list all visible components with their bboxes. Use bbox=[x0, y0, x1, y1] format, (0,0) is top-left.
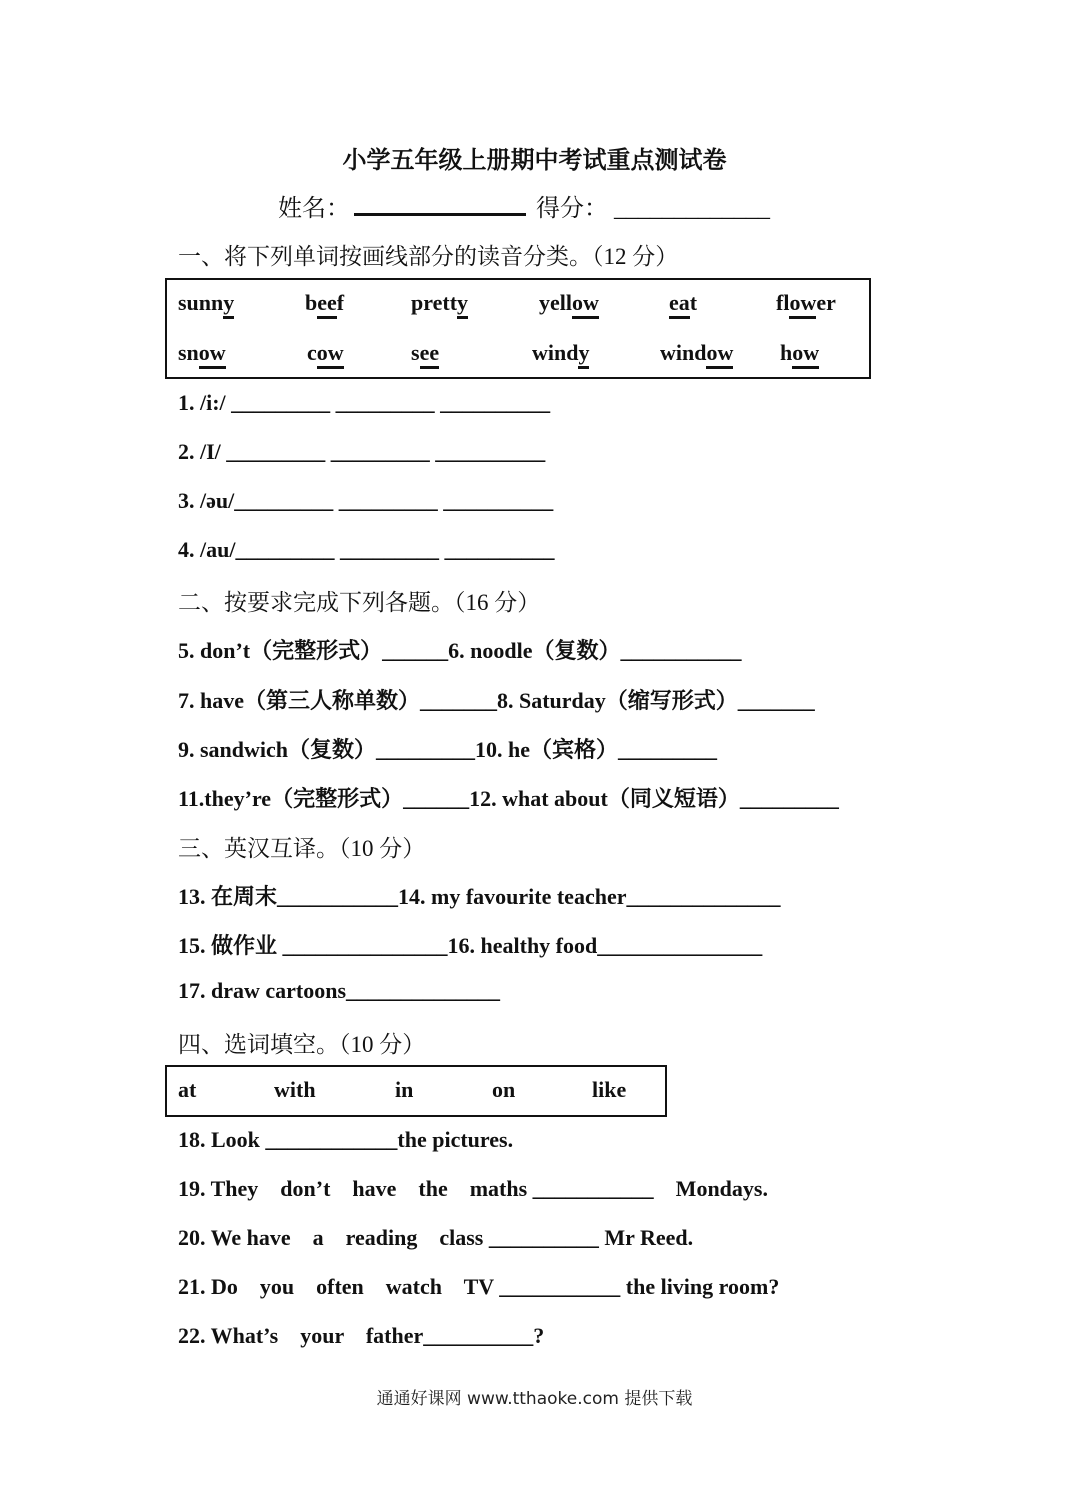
question-line-17: 17. draw cartoons______________ bbox=[178, 978, 501, 1003]
option-word: like bbox=[592, 1077, 627, 1102]
page-title: 小学五年级上册期中考试重点测试卷 bbox=[342, 148, 727, 174]
section1-heading: 一、将下列单词按画线部分的读音分类。（12 分） bbox=[178, 244, 679, 269]
name-blank[interactable] bbox=[354, 191, 526, 216]
underlined-letters: ow bbox=[792, 340, 819, 369]
question-line-9-10: 9. sandwich（复数）_________10. he（宾格）_________ bbox=[178, 737, 718, 762]
phonics-word: see bbox=[411, 340, 439, 366]
question-line-5-6: 5. don’t（完整形式）______6. noodle（复数）___________ bbox=[178, 638, 742, 663]
underlined-letters: y bbox=[457, 290, 468, 319]
question-line-13-14: 13. 在周末___________14. my favourite teacher______________ bbox=[178, 884, 781, 909]
score-blank[interactable]: _____________ bbox=[614, 196, 770, 222]
underlined-letters: y bbox=[223, 290, 234, 319]
question-line-20: 20. We have a reading class __________ Mr Reed. bbox=[178, 1225, 694, 1250]
phonics-word: windy bbox=[532, 340, 589, 366]
phonics-line-2: 2. /I/ _________ _________ __________ bbox=[178, 439, 546, 464]
underlined-letters: ea bbox=[669, 290, 690, 319]
question-line-11-12: 11.they’re（完整形式）______12. what about（同义短语）_________ bbox=[178, 786, 839, 811]
underlined-letters: ow bbox=[199, 340, 226, 369]
phonics-word: beef bbox=[305, 290, 344, 316]
underlined-letters: ee bbox=[420, 340, 440, 369]
phonics-word: window bbox=[660, 340, 733, 366]
phonics-line-4: 4. /au/_________ _________ __________ bbox=[178, 537, 555, 562]
underlined-letters: ow bbox=[706, 340, 733, 369]
phonics-word: sunny bbox=[178, 290, 234, 316]
name-score-row bbox=[278, 188, 770, 223]
question-line-15-16: 15. 做作业 _______________16. healthy food_______________ bbox=[178, 933, 763, 958]
underlined-letters: ow bbox=[572, 290, 599, 319]
phonics-word: yellow bbox=[539, 290, 599, 316]
question-line-21: 21. Do you often watch TV ___________ the living room? bbox=[178, 1274, 780, 1299]
underlined-letters: ow bbox=[317, 340, 344, 369]
name-label: 姓名： bbox=[278, 196, 350, 222]
option-word: in bbox=[395, 1077, 414, 1102]
option-word: with bbox=[274, 1077, 316, 1102]
footer-text: 通通好课网 www.tthaoke.com 提供下载 bbox=[376, 1389, 693, 1409]
phonics-line-3: 3. /əu/_________ _________ __________ bbox=[178, 488, 554, 513]
phonics-word: snow bbox=[178, 340, 226, 366]
underlined-letters: ee bbox=[317, 290, 337, 319]
underlined-letters: ow bbox=[789, 290, 816, 319]
phonics-word: how bbox=[780, 340, 819, 366]
section3-heading: 三、英汉互译。（10 分） bbox=[178, 836, 426, 861]
phonics-word: pretty bbox=[411, 290, 468, 316]
underlined-letters: y bbox=[578, 340, 589, 369]
word-box bbox=[165, 278, 871, 379]
section4-heading: 四、选词填空。（10 分） bbox=[178, 1032, 426, 1057]
question-line-7-8: 7. have（第三人称单数）_______8. Saturday（缩写形式）_______ bbox=[178, 688, 815, 713]
phonics-word: flower bbox=[776, 290, 836, 316]
option-word: at bbox=[178, 1077, 197, 1102]
question-line-19: 19. They don’t have the maths ___________ Mondays. bbox=[178, 1176, 768, 1201]
phonics-line-1: 1. /i:/ _________ _________ __________ bbox=[178, 390, 551, 415]
phonics-word: eat bbox=[669, 290, 697, 316]
section2-heading: 二、按要求完成下列各题。（16 分） bbox=[178, 590, 541, 615]
question-line-22: 22. What’s your father__________? bbox=[178, 1323, 545, 1348]
phonics-word: cow bbox=[307, 340, 344, 366]
question-line-18: 18. Look ____________the pictures. bbox=[178, 1127, 514, 1152]
score-label: 得分： bbox=[536, 196, 608, 222]
option-word: on bbox=[492, 1077, 516, 1102]
